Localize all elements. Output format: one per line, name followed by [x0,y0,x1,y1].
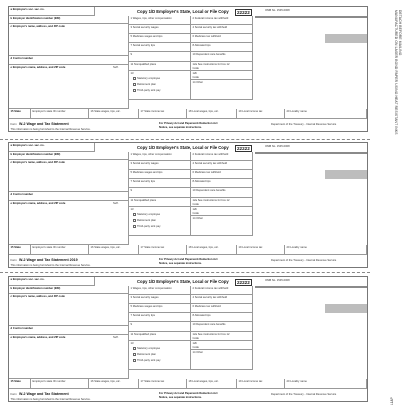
box-8-label: 8 Allocated tips [192,314,211,317]
box-12a-code-label: Code [192,203,199,206]
box-e [9,201,129,245]
perforation-line-1 [0,139,370,140]
shaded-box [325,34,367,43]
box-6-label: 6 Medicare tax withheld [192,171,221,174]
retirement-checkbox[interactable] [133,219,136,222]
box-14-label: 14 Other [192,81,203,84]
box-b-label: b Employer identification number (EIN) [10,17,61,20]
box-12b [191,71,253,80]
box-5-label: 5 Medicare wages and tips [130,35,163,38]
box-15-label: 15 State [10,380,21,383]
box-19-label: 19 Local income tax [238,246,263,249]
box-17-label: 17 State income tax [140,246,165,249]
retirement-checkbox[interactable] [133,83,136,86]
box-6-label: 6 Medicare tax withheld [192,35,221,38]
box-16-label: 16 State wages, tips, etc. [90,380,121,383]
box-12b-code-label: Code [192,346,199,349]
copy-headline: Copy 1/D Employer's State, Local or File Copy [137,9,229,14]
box-c [9,160,129,192]
box-c [9,24,129,56]
box-12a-code-label: Code [192,337,199,340]
box-5-label: 5 Medicare wages and tips [130,305,163,308]
state-id-label: Employer's state ID number [32,380,66,383]
box-9-label: 9 [130,53,132,56]
box-18-label: 18 Local wages, tips, etc. [188,246,219,249]
retirement-checkbox[interactable] [133,353,136,356]
retirement-label: Retirement plan [137,219,156,222]
box-17-label: 17 State income tax [140,380,165,383]
box-9 [129,188,191,198]
third-party-checkbox[interactable] [133,89,136,92]
footer-note: This information is being furnished to the Internal Revenue Service. [10,264,91,267]
privacy-notice-2: Notice, see separate instructions. [159,261,202,265]
box-2-label: 2 Federal income tax withheld [192,287,229,290]
box-e [9,65,129,109]
copy-headline: Copy 1/D Employer's State, Local or File Copy [137,279,229,284]
box-e-label: e Employee's name, address, and ZIP code [10,66,66,69]
third-party-checkbox[interactable] [133,225,136,228]
box-3-label: 3 Social security wages [130,26,159,29]
box-20-label: 20 Locality name [286,380,307,383]
box-9-label: 9 [130,189,132,192]
box-7-label: 7 Social security tips [130,44,155,47]
retirement-label: Retirement plan [137,83,156,86]
box-15-label: 15 State [10,110,21,113]
manufacture-notice: MANUFACTURED ON LASER BOND PAPER USING HEAT RESISTANT INKS [394,10,398,135]
form-stock-code: L1&P [390,397,394,405]
side-margin [392,10,406,405]
box-3-label: 3 Social security wages [130,296,159,299]
privacy-notice-2: Notice, see separate instructions. [159,125,202,129]
box-4-label: 4 Social security tax withheld [192,162,228,165]
box-8-label: 8 Allocated tips [192,180,211,183]
third-party-checkbox[interactable] [133,359,136,362]
box-20-label: 20 Locality name [286,246,307,249]
box-18-label: 18 Local wages, tips, etc. [188,380,219,383]
box-9 [129,52,191,62]
box-13-label: 13 [130,208,134,211]
w2-copy-1 [8,6,368,132]
box-16-label: 16 State wages, tips, etc. [90,246,121,249]
omb-number: OMB No. 1545-0008 [265,145,290,148]
statutory-checkbox[interactable] [133,213,136,216]
omb-number: OMB No. 1545-0008 [265,9,290,12]
header-bar [255,152,367,154]
footer-title: W-2 Wage and Tax Statement 2019 [19,257,78,262]
footer-form-label: Form [10,259,17,262]
footer-title: W-2 Wage and Tax Statement [19,391,69,396]
treasury-label: Department of the Treasury - Internal Revenue Service [271,123,337,126]
box-c-label: c Employer's name, address, and ZIP code [10,161,65,164]
box-4-label: 4 Social security tax withheld [192,296,228,299]
box-d-label: d Control number [10,57,34,60]
privacy-notice: For Privacy Act and Paperwork Reduction Act [159,392,218,395]
box-6-label: 6 Medicare tax withheld [192,305,221,308]
box-11-label: 11 Nonqualified plans [130,333,157,336]
box-12b [191,207,253,216]
footer-title: W-2 Wage and Tax Statement [19,121,69,126]
statutory-label: Statutory employee [137,77,161,80]
statutory-label: Statutory employee [137,347,161,350]
box-16-label: 16 State wages, tips, etc. [90,110,121,113]
box-7-label: 7 Social security tips [130,314,155,317]
box-8-label: 8 Allocated tips [192,44,211,47]
box-11-label: 11 Nonqualified plans [130,199,157,202]
footer-form-label: Form [10,393,17,396]
box-a-label: a Employee's soc. sec. no. [10,278,45,281]
box-3-label: 3 Social security wages [130,162,159,165]
box-9-label: 9 [130,323,132,326]
box-a-label: a Employee's soc. sec. no. [10,8,45,11]
box-e-label: e Employee's name, address, and ZIP code [10,336,66,339]
box-12b-code-label: Code [192,76,199,79]
box-12a-label: 12a See instructions for box 12 [192,63,230,66]
box-13-label: 13 [130,72,134,75]
header-bar [255,286,367,288]
box-10-label: 10 Dependent care benefits [192,53,226,56]
box-10-label: 10 Dependent care benefits [192,189,226,192]
box-c-label: c Employer's name, address, and ZIP code [10,295,65,298]
suffix-label: Suff. [113,336,119,339]
copy-headline: Copy 1/D Employer's State, Local or File Copy [137,145,229,150]
box-e-label: e Employee's name, address, and ZIP code [10,202,66,205]
box-12b-label: 12b [192,72,197,75]
box-18-label: 18 Local wages, tips, etc. [188,110,219,113]
box-19-label: 19 Local income tax [238,110,263,113]
box-17-label: 17 State income tax [140,110,165,113]
box-13-label: 13 [130,342,134,345]
box-a-label: a Employee's soc. sec. no. [10,144,45,147]
box-10-label: 10 Dependent care benefits [192,323,226,326]
box-1-label: 1 Wages, tips, other compensation [130,153,172,156]
box-1-label: 1 Wages, tips, other compensation [130,287,172,290]
box-12a-label: 12a See instructions for box 12 [192,333,230,336]
header-bar [255,16,367,18]
box-b-label: b Employer identification number (EIN) [10,153,61,156]
treasury-label: Department of the Treasury - Internal Revenue Service [271,393,337,396]
footer-note: This information is being furnished to the Internal Revenue Service. [10,128,91,131]
footer-note: This information is being furnished to the Internal Revenue Service. [10,398,91,401]
footer-form-label: Form [10,123,17,126]
form-code-22222: 22222 [237,279,250,285]
box-9 [129,322,191,332]
box-2-label: 2 Federal income tax withheld [192,153,229,156]
box-7-label: 7 Social security tips [130,180,155,183]
detach-notice: DETACH BEFORE MAILING [398,10,402,56]
box-b-label: b Employer identification number (EIN) [10,287,61,290]
shaded-box [325,304,367,313]
box-15-label: 15 State [10,246,21,249]
third-party-label: Third-party sick pay [137,359,161,362]
box-12b [191,341,253,350]
box-12a-code-label: Code [192,67,199,70]
box-12b-label: 12b [192,208,197,211]
treasury-label: Department of the Treasury - Internal Revenue Service [271,259,337,262]
box-11-label: 11 Nonqualified plans [130,63,157,66]
side-instructions [394,10,402,135]
box-4-label: 4 Social security tax withheld [192,26,228,29]
perforation-line-2 [0,272,370,273]
state-id-label: Employer's state ID number [32,110,66,113]
suffix-label: Suff. [113,66,119,69]
w2-sheet [8,6,378,410]
omb-number: OMB No. 1545-0008 [265,279,290,282]
suffix-label: Suff. [113,202,119,205]
box-c-label: c Employer's name, address, and ZIP code [10,25,65,28]
form-code-22222: 22222 [237,145,250,151]
w2-copy-3 [8,276,368,402]
statutory-label: Statutory employee [137,213,161,216]
box-12b-code-label: Code [192,212,199,215]
box-19-label: 19 Local income tax [238,380,263,383]
box-12a-label: 12a See instructions for box 12 [192,199,230,202]
third-party-label: Third-party sick pay [137,225,161,228]
box-14-label: 14 Other [192,351,203,354]
box-e [9,335,129,379]
box-2-label: 2 Federal income tax withheld [192,17,229,20]
retirement-label: Retirement plan [137,353,156,356]
box-1-label: 1 Wages, tips, other compensation [130,17,172,20]
privacy-notice: For Privacy Act and Paperwork Reduction Act [159,258,218,261]
third-party-label: Third-party sick pay [137,89,161,92]
privacy-notice: For Privacy Act and Paperwork Reduction Act [159,122,218,125]
w2-copy-2 [8,142,368,268]
box-14-label: 14 Other [192,217,203,220]
box-d-label: d Control number [10,193,34,196]
statutory-checkbox[interactable] [133,347,136,350]
statutory-checkbox[interactable] [133,77,136,80]
box-c [9,294,129,326]
shaded-box [325,170,367,179]
box-12b-label: 12b [192,342,197,345]
state-id-label: Employer's state ID number [32,246,66,249]
box-5-label: 5 Medicare wages and tips [130,171,163,174]
box-20-label: 20 Locality name [286,110,307,113]
form-code-22222: 22222 [237,9,250,15]
privacy-notice-2: Notice, see separate instructions. [159,395,202,399]
box-d-label: d Control number [10,327,34,330]
